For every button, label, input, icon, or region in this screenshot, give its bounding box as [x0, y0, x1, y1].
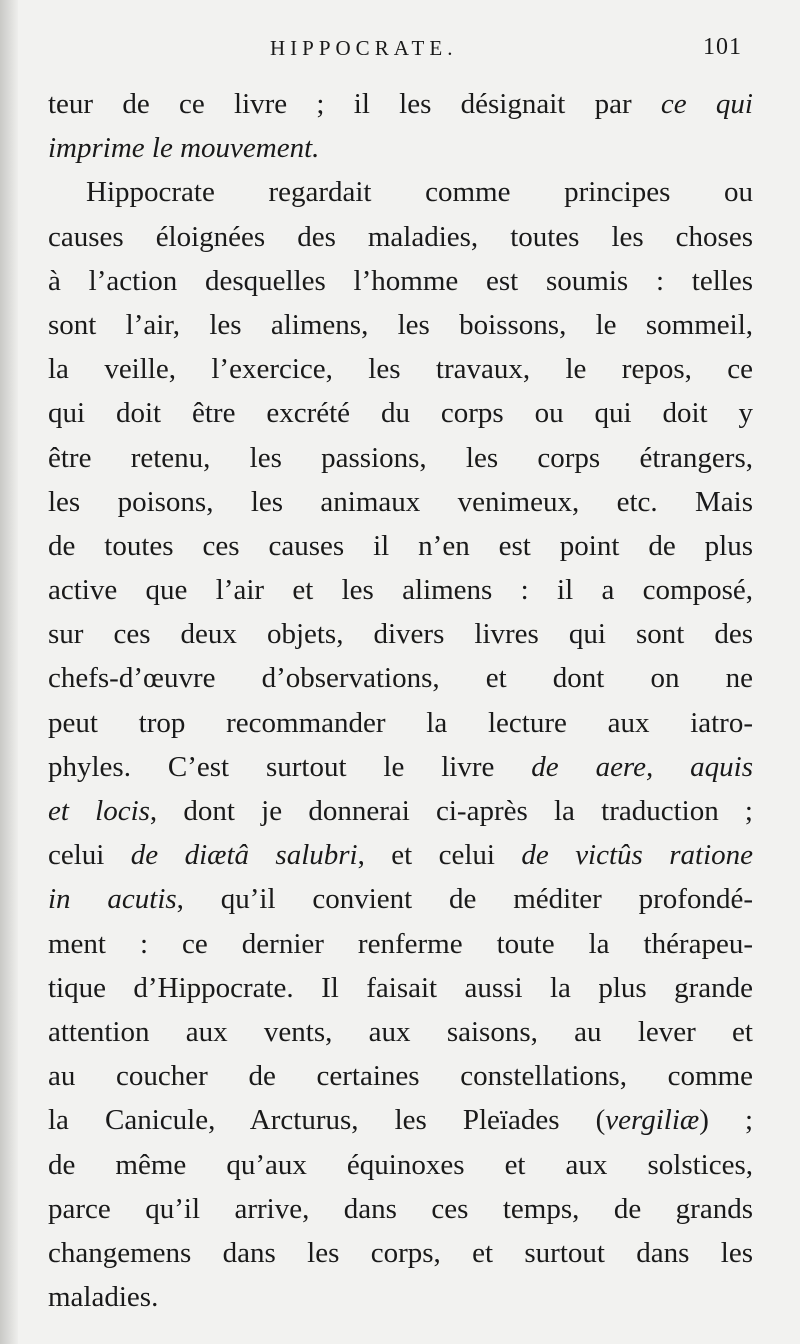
italic-text-segment: et locis — [48, 795, 150, 827]
text-line — [48, 922, 753, 966]
text-line — [48, 656, 753, 700]
italic-text-segment: in acutis — [48, 883, 177, 916]
text-segment: les poisons, les animaux venimeux, etc. Mais — [48, 485, 753, 518]
text-segment: , dont je donnerai ci-après la traduction ; — [149, 795, 753, 827]
text-segment: chefs-d’œuvre d’observations, et dont on ne — [48, 662, 753, 695]
text-segment: teur de ce livre ; il les désignait par — [48, 88, 661, 120]
text-line — [48, 789, 753, 833]
text-segment: peut trop recommander la lecture aux iatro- — [48, 706, 753, 739]
text-segment: ment : ce dernier renferme toute la thérapeu- — [48, 927, 753, 960]
text-segment: la Canicule, Arcturus, les Pleïades ( — [48, 1104, 606, 1137]
text-line — [48, 612, 753, 656]
italic-text-segment: ce qui — [660, 88, 753, 120]
text-segment: être retenu, les passions, les corps étrangers, — [48, 441, 753, 474]
text-segment: ) ; — [699, 1104, 754, 1137]
text-line — [48, 701, 753, 745]
running-title: HIPPOCRATE. — [270, 36, 458, 60]
text-line — [48, 436, 753, 480]
italic-text-segment: de diætâ salubri — [130, 839, 358, 872]
text-line — [48, 215, 753, 259]
text-segment: sont l’air, les alimens, les boissons, le sommeil, — [48, 308, 753, 341]
text-segment: sur ces deux objets, divers livres qui sont des — [48, 618, 753, 651]
text-segment: qui doit être excrété du corps ou qui doit y — [48, 397, 753, 430]
text-line — [48, 568, 753, 612]
page-number: 101 — [703, 34, 742, 60]
italic-text-segment: vergiliæ — [605, 1104, 700, 1137]
text-line — [48, 170, 753, 214]
text-line — [48, 126, 753, 170]
text-line — [48, 877, 753, 921]
text-segment: celui — [48, 839, 131, 872]
text-segment: tique d’Hippocrate. Il faisait aussi la plus grande — [48, 971, 753, 1004]
italic-text-segment: de victûs ratione — [521, 839, 754, 872]
text-line — [48, 347, 753, 391]
page-header — [48, 30, 744, 74]
text-segment: changemens dans les corps, et surtout dans les — [48, 1236, 753, 1269]
text-line — [48, 1231, 753, 1275]
text-segment: maladies. — [48, 1281, 159, 1314]
text-segment: attention aux vents, aux saisons, au lever et — [48, 1015, 753, 1048]
text-segment: à l’action desquelles l’homme est soumis : telles — [48, 264, 753, 297]
text-segment: au coucher de certaines constellations, comme — [48, 1060, 753, 1093]
text-line — [48, 480, 753, 524]
text-line — [48, 82, 753, 126]
text-line — [48, 1054, 753, 1098]
text-line — [48, 966, 753, 1010]
text-line — [48, 1143, 753, 1187]
text-line — [48, 1010, 753, 1054]
text-line — [48, 259, 753, 303]
text-segment: causes éloignées des maladies, toutes les choses — [48, 220, 753, 253]
text-line — [48, 1098, 753, 1142]
text-line — [48, 524, 753, 568]
text-line — [48, 1275, 753, 1319]
text-segment: active que l’air et les alimens : il a composé, — [48, 574, 753, 607]
text-line — [48, 1187, 753, 1231]
text-segment: , qu’il convient de méditer profondé- — [176, 883, 753, 916]
text-segment: Hippocrate regardait comme principes ou — [86, 176, 753, 209]
italic-text-segment: de aere, aquis — [531, 750, 754, 783]
body-text — [48, 82, 753, 1319]
italic-text-segment: imprime le mouvement. — [48, 132, 320, 165]
text-line — [48, 833, 753, 877]
text-segment: phyles. C’est surtout le livre — [48, 750, 532, 783]
text-line — [48, 391, 753, 435]
page-gutter-shadow — [0, 0, 18, 1344]
text-segment: , et celui — [357, 839, 522, 872]
text-segment: de toutes ces causes il n’en est point de plus — [48, 529, 753, 562]
text-segment: parce qu’il arrive, dans ces temps, de grands — [48, 1192, 753, 1225]
text-segment: de même qu’aux équinoxes et aux solstices, — [48, 1148, 753, 1181]
text-line — [48, 745, 753, 789]
text-segment: la veille, l’exercice, les travaux, le repos, ce — [48, 353, 753, 386]
text-line — [48, 303, 753, 347]
